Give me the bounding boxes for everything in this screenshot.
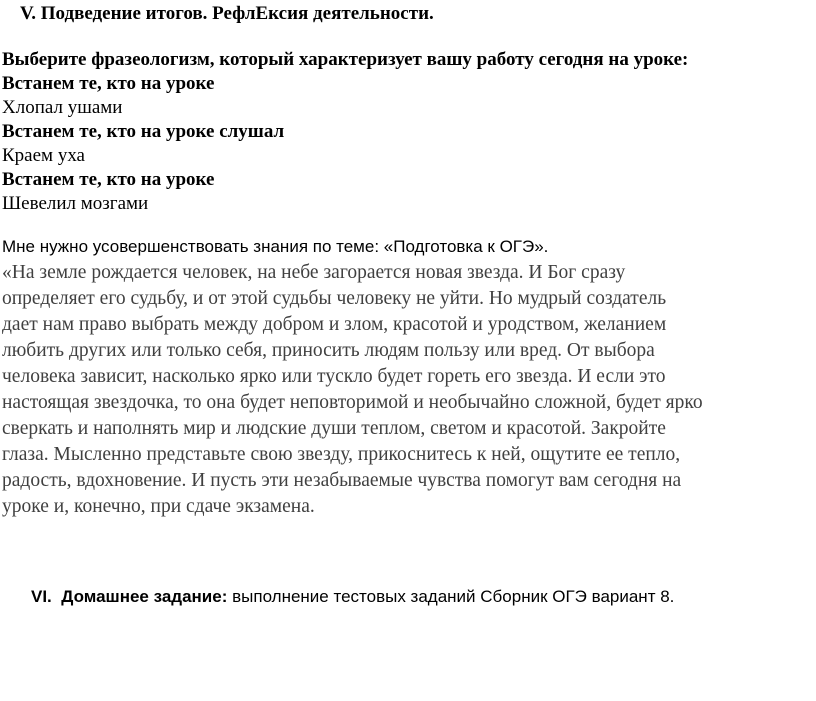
stand-prompt-2: Встанем те, кто на уроке слушал	[2, 121, 285, 142]
phraseology-prompt: Выберите фразеологизм, который характеризует вашу работу сегодня на уроке:	[2, 49, 689, 70]
homework-label: Домашнее задание:	[61, 587, 228, 606]
story-line: уроке и, конечно, при сдаче экзамена.	[2, 496, 315, 517]
reflection-story	[2, 260, 814, 520]
section-6-number: VI.	[31, 587, 52, 606]
stand-prompt-1: Встанем те, кто на уроке	[2, 73, 215, 94]
improve-statement: Мне нужно усовершенствовать знания по теме: «Подготовка к ОГЭ».	[2, 237, 549, 256]
section-5-title: V. Подведение итогов. РефлЕксия деятельности.	[20, 3, 434, 24]
story-line: дает нам право выбрать между добром и злом, красотой и уродством, желанием	[2, 314, 667, 335]
stand-prompt-3: Встанем те, кто на уроке	[2, 169, 215, 190]
story-line: сверкать и наполнять мир и людские души теплом, светом и красотой. Закройте	[2, 418, 666, 439]
phraseology-block	[2, 48, 688, 216]
phrase-option-3: Шевелил мозгами	[2, 193, 149, 214]
story-line: глаза. Мысленно представьте свою звезду, прикоснитесь к ней, ощутите ее тепло,	[2, 444, 681, 465]
story-line: настоящая звездочка, то она будет неповторимой и необычайно сложной, будет ярко	[2, 392, 703, 413]
homework-section	[31, 586, 674, 608]
phrase-option-2: Краем уха	[2, 145, 85, 166]
phrase-option-1: Хлопал ушами	[2, 97, 123, 118]
story-line: «На земле рождается человек, на небе загорается новая звезда. И Бог сразу	[2, 262, 626, 283]
story-line: определяет его судьбу, и от этой судьбы человеку не уйти. Но мудрый создатель	[2, 288, 667, 309]
story-line: человека зависит, насколько ярко или тускло будет гореть его звезда. И если это	[2, 366, 666, 387]
story-line: радость, вдохновение. И пусть эти незабываемые чувства помогут вам сегодня на	[2, 470, 682, 491]
story-line: любить других или только себя, приносить людям пользу или вред. От выбора	[2, 340, 655, 361]
homework-text: выполнение тестовых заданий Сборник ОГЭ вариант 8.	[232, 587, 675, 606]
